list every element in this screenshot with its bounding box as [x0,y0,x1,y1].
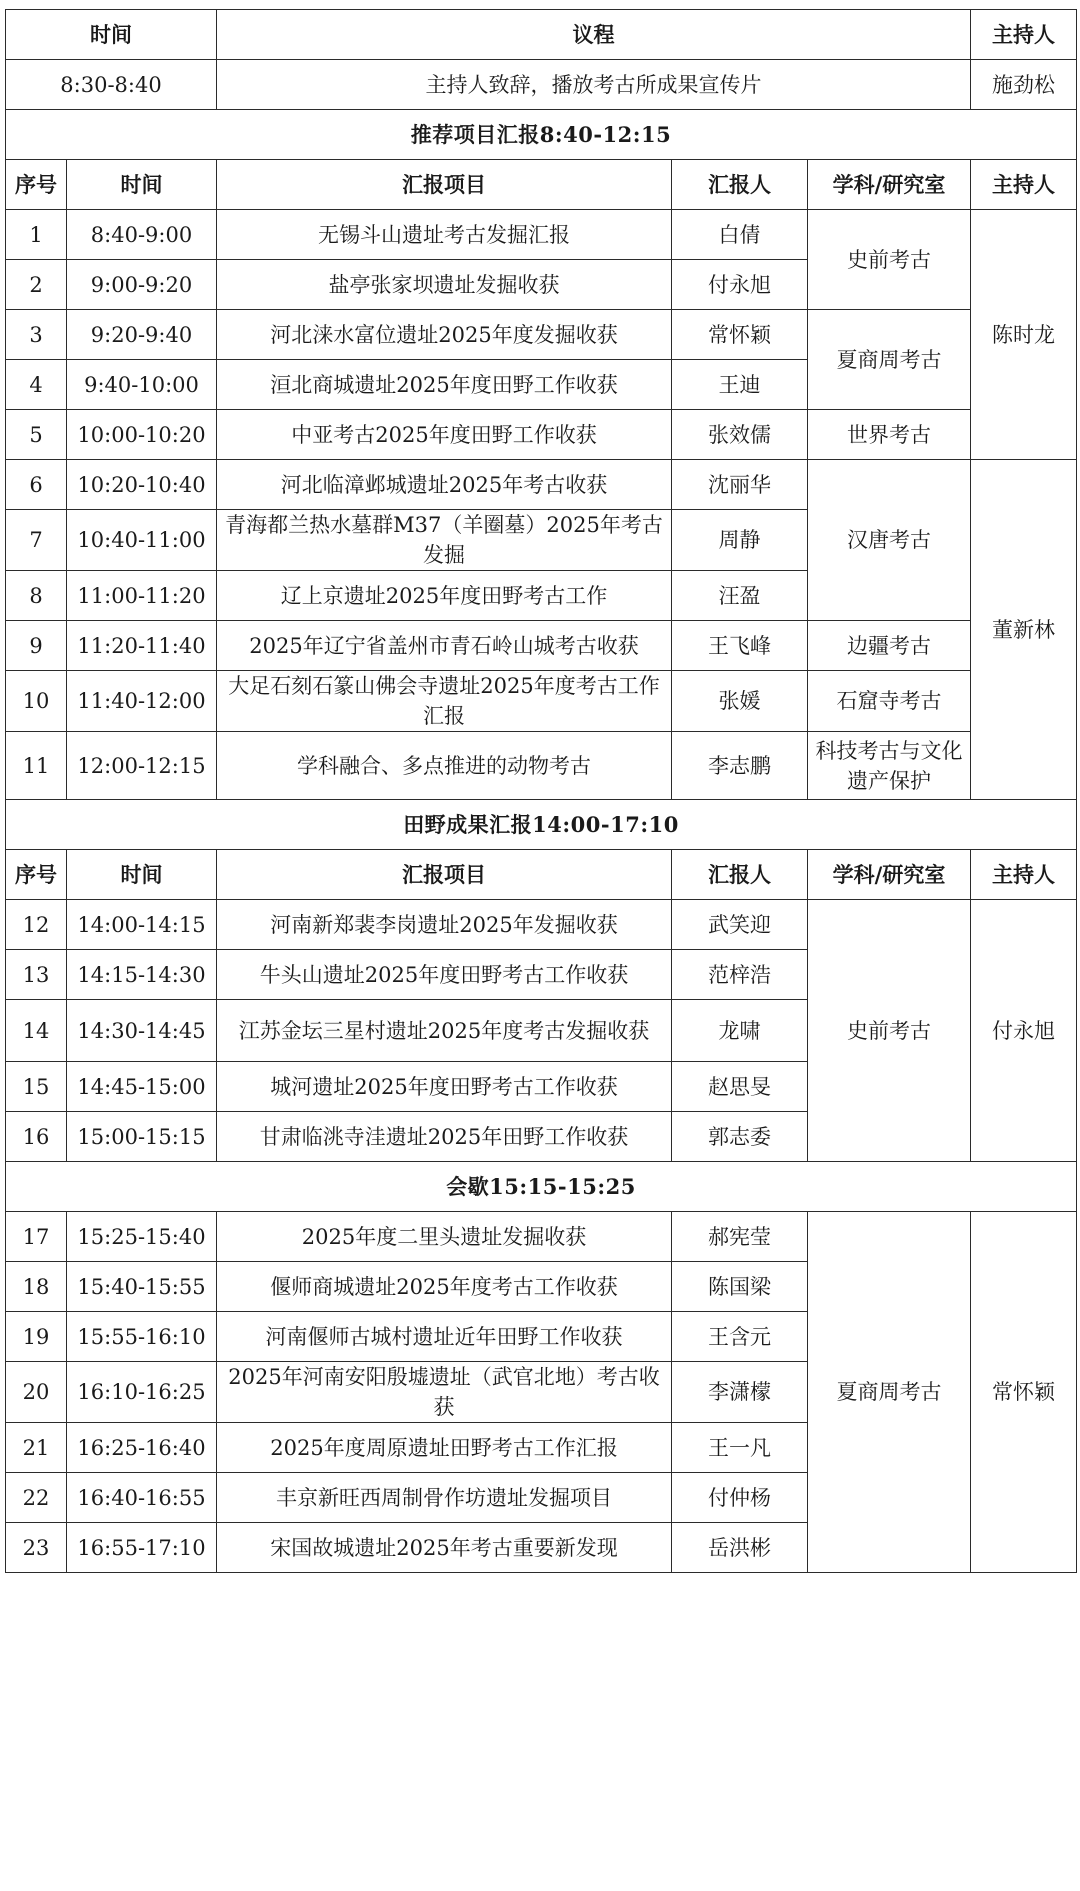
row-no: 9 [6,621,67,671]
col-time-header: 时间 [67,850,217,900]
row-dept: 夏商周考古 [808,1212,971,1573]
row-dept: 世界考古 [808,410,971,460]
row-no: 4 [6,360,67,410]
row-no: 12 [6,900,67,950]
row-time: 11:20-11:40 [67,621,217,671]
row-host: 陈时龙 [971,210,1077,460]
row-time: 8:40-9:00 [67,210,217,260]
row-no: 19 [6,1312,67,1362]
table-row [6,410,1077,460]
row-no: 22 [6,1473,67,1523]
agenda-table [5,9,1077,1573]
row-time: 9:20-9:40 [67,310,217,360]
row-time: 16:25-16:40 [67,1423,217,1473]
row-host: 常怀颖 [971,1212,1077,1573]
row-project: 2025年度周原遗址田野考古工作汇报 [217,1423,672,1473]
col-time-header: 时间 [67,160,217,210]
row-no: 18 [6,1262,67,1312]
row-project: 甘肃临洮寺洼遗址2025年田野工作收获 [217,1112,672,1162]
opening-agenda: 主持人致辞，播放考古所成果宣传片 [217,60,971,110]
row-time: 11:40-12:00 [67,671,217,732]
col-reporter-header: 汇报人 [672,850,808,900]
table-row [6,460,1077,510]
table-row [6,671,1077,732]
section-title: 推荐项目汇报8:40-12:15 [6,110,1077,160]
opening-time-header: 时间 [6,10,217,60]
row-host: 付永旭 [971,900,1077,1162]
row-no: 20 [6,1362,67,1423]
row-project: 盐亭张家坝遗址发掘收获 [217,260,672,310]
row-project: 青海都兰热水墓群M37（羊圈墓）2025年考古发掘 [217,510,672,571]
row-no: 3 [6,310,67,360]
opening-time: 8:30-8:40 [6,60,217,110]
table-row [6,310,1077,360]
row-time: 10:40-11:00 [67,510,217,571]
row-project: 河南新郑裴李岗遗址2025年发掘收获 [217,900,672,950]
row-reporter: 沈丽华 [672,460,808,510]
row-reporter: 龙啸 [672,1000,808,1062]
row-reporter: 郭志委 [672,1112,808,1162]
row-no: 17 [6,1212,67,1262]
row-time: 14:30-14:45 [67,1000,217,1062]
row-time: 10:20-10:40 [67,460,217,510]
opening-host-header: 主持人 [971,10,1077,60]
col-no-header: 序号 [6,160,67,210]
row-project: 河北临漳邺城遗址2025年考古收获 [217,460,672,510]
row-no: 14 [6,1000,67,1062]
row-dept: 科技考古与文化遗产保护 [808,732,971,800]
row-project: 偃师商城遗址2025年度考古工作收获 [217,1262,672,1312]
row-dept: 史前考古 [808,900,971,1162]
row-no: 7 [6,510,67,571]
col-reporter-header: 汇报人 [672,160,808,210]
row-time: 15:55-16:10 [67,1312,217,1362]
row-dept: 石窟寺考古 [808,671,971,732]
opening-row [6,60,1077,110]
section-afternoon [6,800,1077,850]
opening-agenda-header: 议程 [217,10,971,60]
row-project: 2025年度二里头遗址发掘收获 [217,1212,672,1262]
row-dept: 汉唐考古 [808,460,971,621]
row-project: 2025年河南安阳殷墟遗址（武官北地）考古收获 [217,1362,672,1423]
row-time: 16:40-16:55 [67,1473,217,1523]
row-project: 无锡斗山遗址考古发掘汇报 [217,210,672,260]
row-time: 15:40-15:55 [67,1262,217,1312]
row-project: 大足石刻石篆山佛会寺遗址2025年度考古工作汇报 [217,671,672,732]
opening-header-row [6,10,1077,60]
row-no: 21 [6,1423,67,1473]
row-no: 5 [6,410,67,460]
row-time: 15:00-15:15 [67,1112,217,1162]
row-host: 董新林 [971,460,1077,800]
row-reporter: 李潇檬 [672,1362,808,1423]
column-header-row [6,850,1077,900]
row-reporter: 武笑迎 [672,900,808,950]
row-no: 10 [6,671,67,732]
row-reporter: 付永旭 [672,260,808,310]
row-time: 14:00-14:15 [67,900,217,950]
row-project: 河南偃师古城村遗址近年田野工作收获 [217,1312,672,1362]
row-no: 2 [6,260,67,310]
row-reporter: 陈国梁 [672,1262,808,1312]
col-project-header: 汇报项目 [217,850,672,900]
row-project: 江苏金坛三星村遗址2025年度考古发掘收获 [217,1000,672,1062]
row-no: 13 [6,950,67,1000]
table-row [6,900,1077,950]
col-host-header: 主持人 [971,160,1077,210]
row-reporter: 白倩 [672,210,808,260]
row-time: 15:25-15:40 [67,1212,217,1262]
table-row [6,210,1077,260]
col-dept-header: 学科/研究室 [808,850,971,900]
row-time: 14:45-15:00 [67,1062,217,1112]
row-no: 23 [6,1523,67,1573]
row-reporter: 常怀颖 [672,310,808,360]
row-reporter: 张效儒 [672,410,808,460]
section-title: 田野成果汇报14:00-17:10 [6,800,1077,850]
row-project: 学科融合、多点推进的动物考古 [217,732,672,800]
row-reporter: 张媛 [672,671,808,732]
row-no: 8 [6,571,67,621]
row-dept: 史前考古 [808,210,971,310]
col-dept-header: 学科/研究室 [808,160,971,210]
row-project: 中亚考古2025年度田野工作收获 [217,410,672,460]
table-row [6,1212,1077,1262]
row-reporter: 付仲杨 [672,1473,808,1523]
col-no-header: 序号 [6,850,67,900]
row-time: 14:15-14:30 [67,950,217,1000]
row-time: 16:10-16:25 [67,1362,217,1423]
row-dept: 夏商周考古 [808,310,971,410]
section-break [6,1162,1077,1212]
column-header-row [6,160,1077,210]
row-time: 10:00-10:20 [67,410,217,460]
row-project: 丰京新旺西周制骨作坊遗址发掘项目 [217,1473,672,1523]
row-project: 宋国故城遗址2025年考古重要新发现 [217,1523,672,1573]
section-title: 会歇15:15-15:25 [6,1162,1077,1212]
section-morning [6,110,1077,160]
row-reporter: 王含元 [672,1312,808,1362]
col-project-header: 汇报项目 [217,160,672,210]
row-time: 16:55-17:10 [67,1523,217,1573]
row-no: 15 [6,1062,67,1112]
row-project: 辽上京遗址2025年度田野考古工作 [217,571,672,621]
row-dept: 边疆考古 [808,621,971,671]
row-time: 12:00-12:15 [67,732,217,800]
row-no: 6 [6,460,67,510]
col-host-header: 主持人 [971,850,1077,900]
row-reporter: 李志鹏 [672,732,808,800]
row-project: 城河遗址2025年度田野考古工作收获 [217,1062,672,1112]
row-no: 16 [6,1112,67,1162]
row-no: 11 [6,732,67,800]
opening-host: 施劲松 [971,60,1077,110]
row-time: 11:00-11:20 [67,571,217,621]
row-no: 1 [6,210,67,260]
row-project: 河北涞水富位遗址2025年度发掘收获 [217,310,672,360]
table-row [6,621,1077,671]
row-project: 牛头山遗址2025年度田野考古工作收获 [217,950,672,1000]
row-reporter: 王飞峰 [672,621,808,671]
row-reporter: 周静 [672,510,808,571]
row-reporter: 范梓浩 [672,950,808,1000]
row-reporter: 王一凡 [672,1423,808,1473]
row-reporter: 汪盈 [672,571,808,621]
row-reporter: 郝宪莹 [672,1212,808,1262]
row-project: 2025年辽宁省盖州市青石岭山城考古收获 [217,621,672,671]
row-time: 9:00-9:20 [67,260,217,310]
row-time: 9:40-10:00 [67,360,217,410]
row-reporter: 岳洪彬 [672,1523,808,1573]
table-row [6,732,1077,800]
row-project: 洹北商城遗址2025年度田野工作收获 [217,360,672,410]
row-reporter: 王迪 [672,360,808,410]
row-reporter: 赵思旻 [672,1062,808,1112]
